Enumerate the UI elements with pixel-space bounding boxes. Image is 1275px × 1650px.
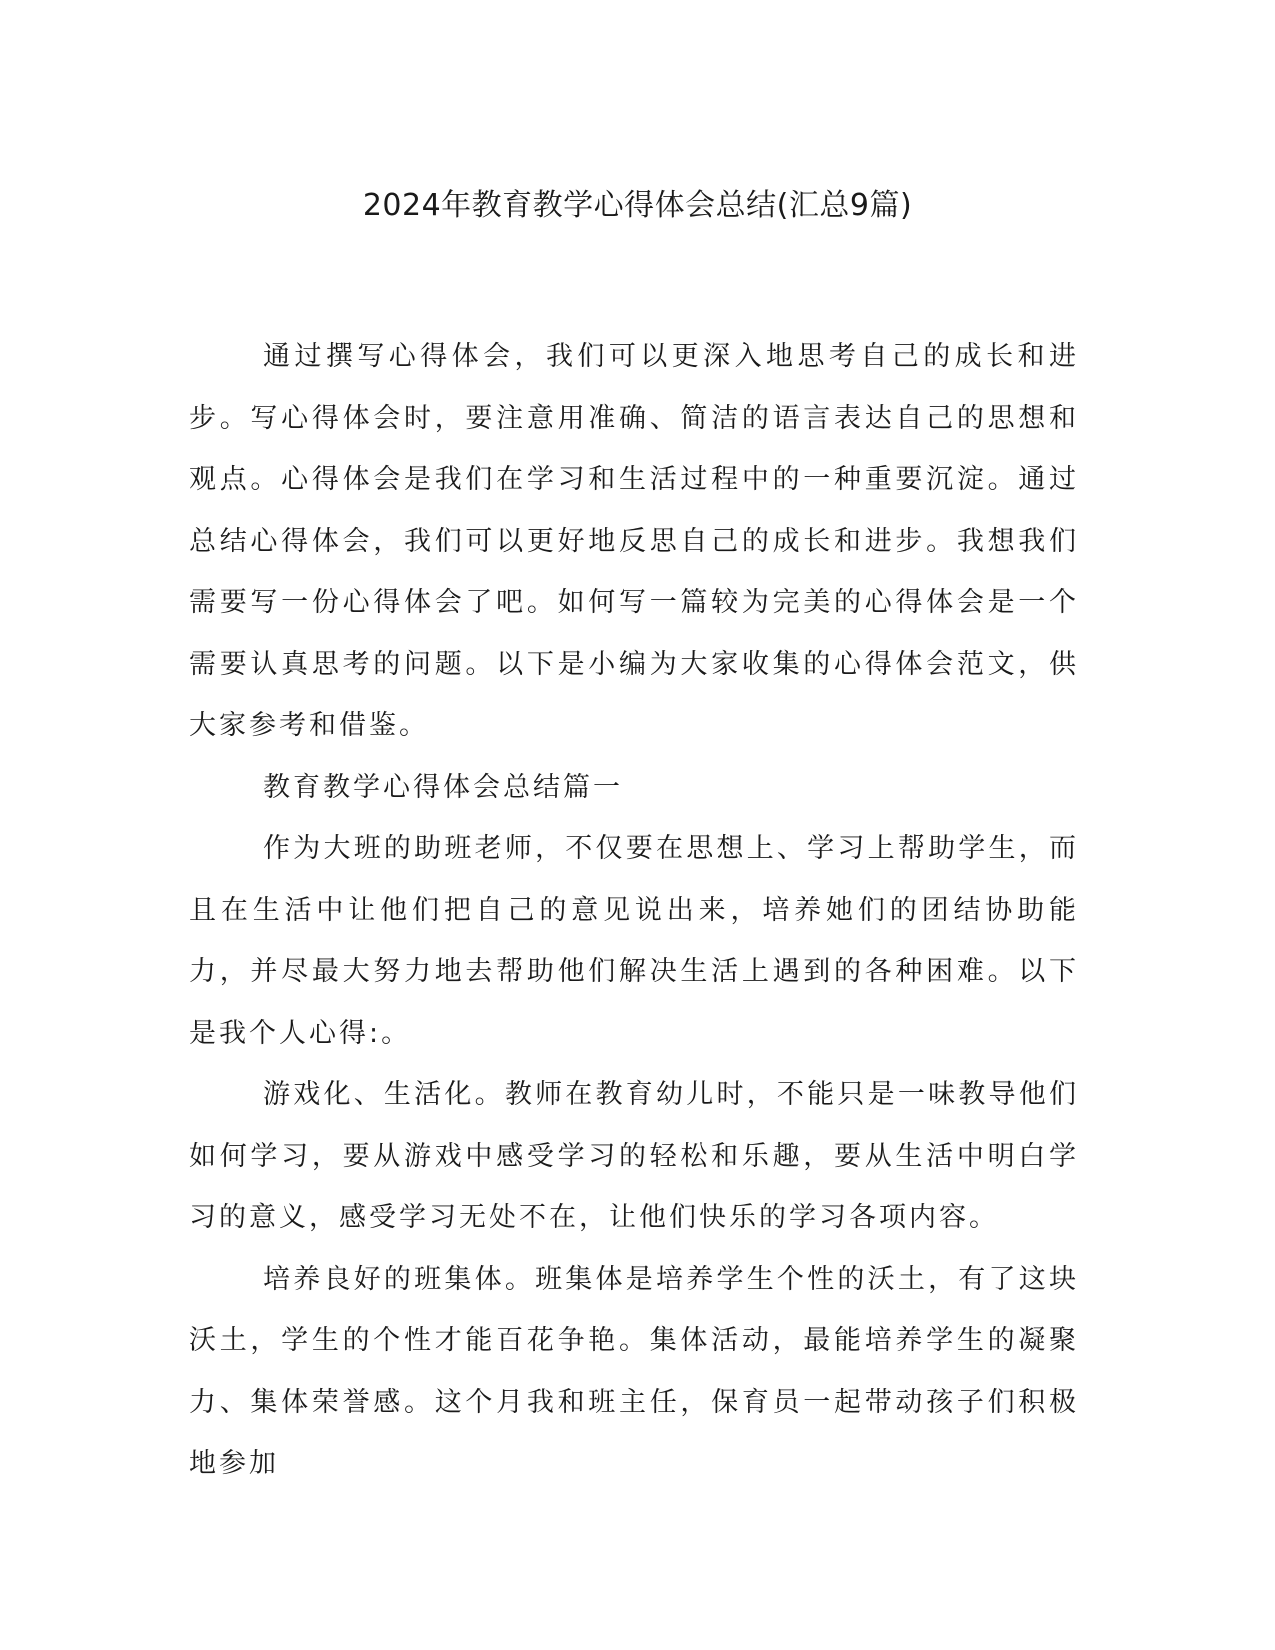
document-title: 2024年教育教学心得体会总结(汇总9篇) (362, 188, 913, 223)
body-paragraph: 游戏化、生活化。教师在教育幼儿时，不能只是一味教导他们如何学习，要从游戏中感受学习的轻松和乐趣，要从生活中明白学习的意义，感受学习无处不在，让他们快乐的学习各项内容。 (189, 1079, 1079, 1233)
section-heading: 教育教学心得体会总结篇一 (263, 771, 623, 803)
intro-paragraph: 通过撰写心得体会，我们可以更深入地思考自己的成长和进步。写心得体会时，要注意用准确、简洁的语言表达自己的思想和观点。心得体会是我们在学习和生活过程中的一种重要沉淀。通过总结心得体会，我们可以更好地反思自己的成长和进步。我想我们需要写一份心得体会了吧。如何写一篇较为完美的心得体会是一个需要认真思考的问题。以下是小编为大家收集的心得体会范文，供大家参考和借鉴。 (189, 341, 1079, 741)
body-paragraph: 培养良好的班集体。班集体是培养学生个性的沃土，有了这块沃土，学生的个性才能百花争艳。集体活动，最能培养学生的凝聚力、集体荣誉感。这个月我和班主任，保育员一起带动孩子们积极地参加 (189, 1263, 1079, 1479)
document-body (189, 326, 1079, 1495)
body-paragraph: 作为大班的助班老师，不仅要在思想上、学习上帮助学生，而且在生活中让他们把自己的意见说出来，培养她们的团结协助能力，并尽最大努力地去帮助他们解决生活上遇到的各种困难。以下是我个人心得:。 (189, 833, 1079, 1049)
